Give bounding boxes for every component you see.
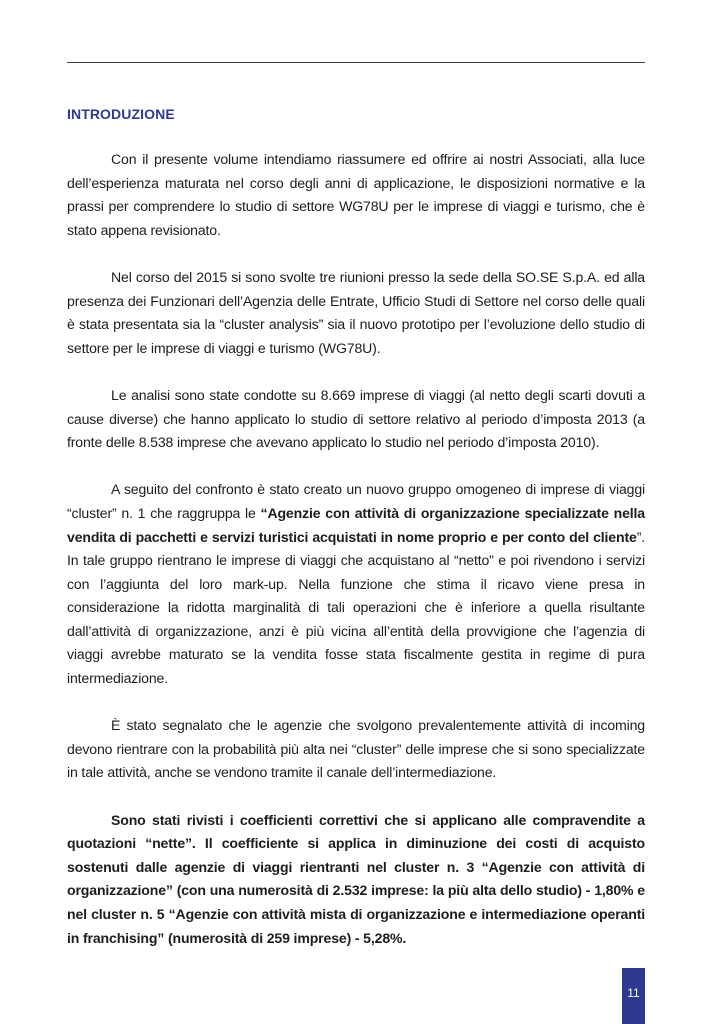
paragraph-4-intro: A seguito del confronto è stato creato un nuovo gruppo omogeneo di imprese di viaggi “cluster” n. 1 che raggruppa le: [67, 481, 645, 521]
header-rule: [67, 62, 645, 63]
paragraph-2: Nel corso del 2015 si sono svolte tre riunioni presso la sede della SO.SE S.p.A. ed alla presenza dei Funzionari dell’Agenzia delle Entrate, Ufficio Studi di Settore nel corso delle quali è stata presentata sia la “cluster analysis” sia il nuovo prototipo per l’evoluzione dello studio di settore per le imprese di viaggi e turismo (WG78U).: [67, 268, 645, 356]
paragraph-4-rest: ”. In tale gruppo rientrano le imprese di viaggi che acquistano al “netto” e poi rivendono i servizi con l’aggiunta del loro mark-up. Nella funzione che stima il ricavo viene presa in considerazione la ridotta marginalità di tali operazioni che è inferiore a quella risultante dall’attività di organizzazione, anzi è più vicina all’entità della provvigione che l’agenzia di viaggi avrebbe maturato se la vendita fosse stata fiscalmente gestita in regime di pura intermediazione.: [67, 528, 645, 687]
paragraph-6: [67, 809, 645, 951]
paragraph-1: Con il presente volume intendiamo riassumere ed offrire ai nostri Associati, alla luce dell’esperienza maturata nel corso degli anni di applicazione, le disposizioni normative e la prassi per comprendere lo studio di settore WG78U per le imprese di viaggi e turismo, che è stato appena revisionato.: [67, 151, 645, 238]
body-text: [67, 148, 645, 950]
paragraph-4-bold: “Agenzie con attività di organizzazione specializzate nella vendita di pacchetti e servizi turistici acquistati in nome proprio e per conto del cliente: [67, 504, 645, 545]
paragraph-4: [67, 478, 645, 690]
page-number: 11: [622, 968, 645, 1024]
paragraph-6-bold: Sono stati rivisti i coefficienti correttivi che si applicano alle compravendite a quotazioni “nette”. Il coefficiente si applica in diminuzione dei costi di acquisto sostenuti dalle agenzie di viaggi rientranti nel cluster n. 3 “Agenzie con attività di organizzazione” (con una numerosità di 2.532 imprese: la più alta dello studio) - 1,80% e nel cluster n. 5 “Agenzie con attività mista di organizzazione e intermediazione operanti in franchising” (numerosità di 259 imprese) - 5,28%.: [67, 811, 645, 946]
section-heading: INTRODUZIONE: [67, 106, 175, 122]
paragraph-3: Le analisi sono state condotte su 8.669 imprese di viaggi (al netto degli scarti dovuti a cause diverse) che hanno applicato lo studio di settore relativo al periodo d’imposta 2013 (a fronte delle 8.538 imprese che avevano applicato lo studio nel periodo d’imposta 2010).: [67, 386, 645, 451]
paragraph-5: È stato segnalato che le agenzie che svolgono prevalentemente attività di incoming devono rientrare con la probabilità più alta nei “cluster” delle imprese che si sono specializzate in tale attività, anche se vendono tramite il canale dell’intermediazione.: [67, 717, 645, 781]
